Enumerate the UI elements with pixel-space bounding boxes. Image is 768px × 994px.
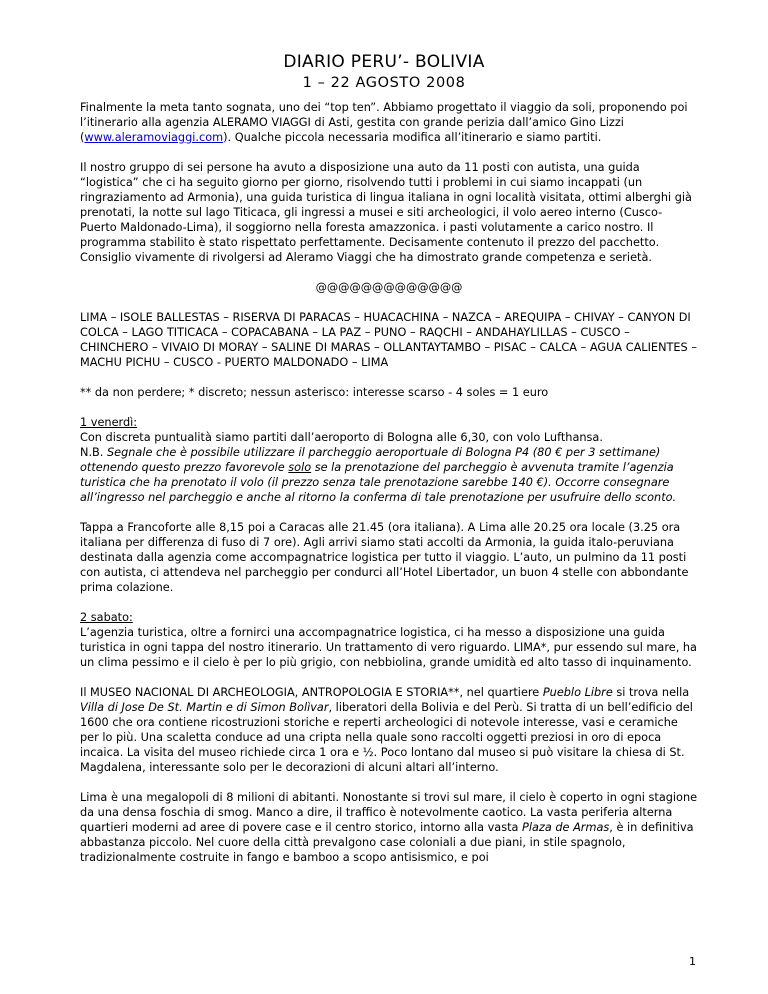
day2-heading: 2 sabato: [80, 611, 133, 624]
group-paragraph: Il nostro gruppo di sei persone ha avuto a disposizione una auto da 11 posti con autista, una guida “logistica” che ci ha seguito giorno per giorno, risolvendo tutti i problemi in cui siamo incappati (un ringraziamento ad Armonia), una guida turistica di lingua italiana in ogni località visitata, ottimi alberghi già prenotati, la notte sul lago Titicaca, gli ingressi a musei e siti archeologici, il volo aereo interno (Cusco-Puerto Maldonado-Lima), il soggiorno nella foresta amazzonica. i pasti volutamente a carico nostro. Il programma stabilito è stato rispettato perfettamente. Decisamente contenuto il prezzo del pacchetto. Consiglio vivamente di rivolgersi ad Aleramo Viaggi che ha dimostrato grande competenza e serietà. [80, 161, 692, 264]
aleramo-link[interactable]: www.aleramoviaggi.com [84, 131, 224, 144]
museo-paragraph: Il MUSEO NACIONAL DI ARCHEOLOGIA, ANTROPOLOGIA E STORIA**, nel quartiere Pueblo Libre si trova nella Villa di Jose De St. Martin e di Simon Bolìvar, liberatori della Bolivia e del Perù. Si tratta di un bell’edificio del 1600 che ora contiene ricostruzioni storiche e reperti archeologici di notevole interesse, vasi e ceramiche per lo più. Una scaletta conduce ad una cripta nella quale sono raccolti oggetti preziosi in oro di epoca incaica. La visita del museo richiede circa 1 ora e ½. Poco lontano dal museo si può visitare la chiesa di St. Magdalena, interessante solo per le decorazioni di alcuni altari all’interno. [80, 686, 693, 774]
document-title: DIARIO PERU’- BOLIVIA [283, 52, 485, 72]
day1-paragraph-2: Tappa a Francoforte alle 8,15 poi a Caracas alle 21.45 (ora italiana). A Lima alle 20.25 ora locale (3.25 ora italiana per differenza di fuso di 7 ore). Agli arrivi siamo stati accolti da Armonia, la guida italo-peruviana destinata dalla agenzia come accompagnatrice logistica per tutto il viaggio. L’auto, un pulmino da 11 posti con autista, ci attendeva nel parcheggio per condurci all’Hotel Libertador, un buon 4 stelle con abbondante prima colazione. [80, 521, 689, 594]
separator: @@@@@@@@@@@@@ [315, 281, 463, 294]
document-body [80, 100, 698, 865]
day1-note: N.B. Segnale che è possibile utilizzare il parcheggio aeroportuale di Bologna P4 (80 € per 3 settimane) ottenendo questo prezzo favorevole solo se la prenotazione del parcheggio è avvenuta tramite l’agenzia turistica che ha prenotato il volo (il prezzo senza tale prenotazione sarebbe 140 €). Occorre consegnare all’ingresso nel parcheggio e anche al ritorno la conferma di tale prenotazione per usufruire dello sconto. [80, 446, 677, 504]
lima-paragraph: Lima è una megalopoli di 8 milioni di abitanti. Nonostante si trovi sul mare, il cielo è coperto in ogni stagione da una densa foschia di smog. Manco a dire, il traffico è notevolmente caotico. La vasta periferia alterna quartieri moderni ad aree di povere case e il centro storico, intorno alla vasta Plaza de Armas, è in definitiva abbastanza piccolo. Nel cuore della città prevalgono case coloniali a due piani, in stile spagnolo, tradizionalmente costruite in fango e bamboo a scopo antisismico, e poi [80, 791, 698, 864]
page-number: 1 [689, 955, 696, 968]
day1-text: Con discreta puntualità siamo partiti dall’aeroporto di Bologna alle 6,30, con volo Lufthansa. [80, 431, 603, 444]
day1-heading: 1 venerdì: [80, 416, 138, 429]
route-paragraph: LIMA – ISOLE BALLESTAS – RISERVA DI PARACAS – HUACACHINA – NAZCA – AREQUIPA – CHIVAY – CANYON DI COLCA – LAGO TITICACA – COPACABANA – LA PAZ – PUNO – RAQCHI – ANDAHAYLILLAS – CUSCO – CHINCHERO – VIVAIO DI MORAY – SALINE DI MARAS – OLLANTAYTAMBO – PISAC – CALCA – AGUA CALIENTES – MACHU PICHU – CUSCO - PUERTO MALDONADO – LIMA [80, 311, 697, 369]
day2-text: L’agenzia turistica, oltre a fornirci una accompagnatrice logistica, ci ha messo a disposizione una guida turistica in ogni tappa del nostro itinerario. Un trattamento di vero riguardo. LIMA*, pur essendo sul mare, ha un clima pessimo e il cielo è per lo più grigio, con nebbiolina, grande umidità ed alto tasso di inquinamento. [80, 626, 697, 669]
document-dates: 1 – 22 AGOSTO 2008 [302, 75, 466, 91]
intro-paragraph: Finalmente la meta tanto sognata, uno dei “top ten”. Abbiamo progettato il viaggio da soli, proponendo poi l’itinerario alla agenzia ALERAMO VIAGGI di Asti, gestita con grande perizia dall’amico Gino Lizzi (www.aleramoviaggi.com). Qualche piccola necessaria modifica all’itinerario e siamo partiti. [80, 101, 688, 144]
legend-paragraph: ** da non perdere; * discreto; nessun asterisco: interesse scarso - 4 soles = 1 euro [80, 386, 549, 399]
